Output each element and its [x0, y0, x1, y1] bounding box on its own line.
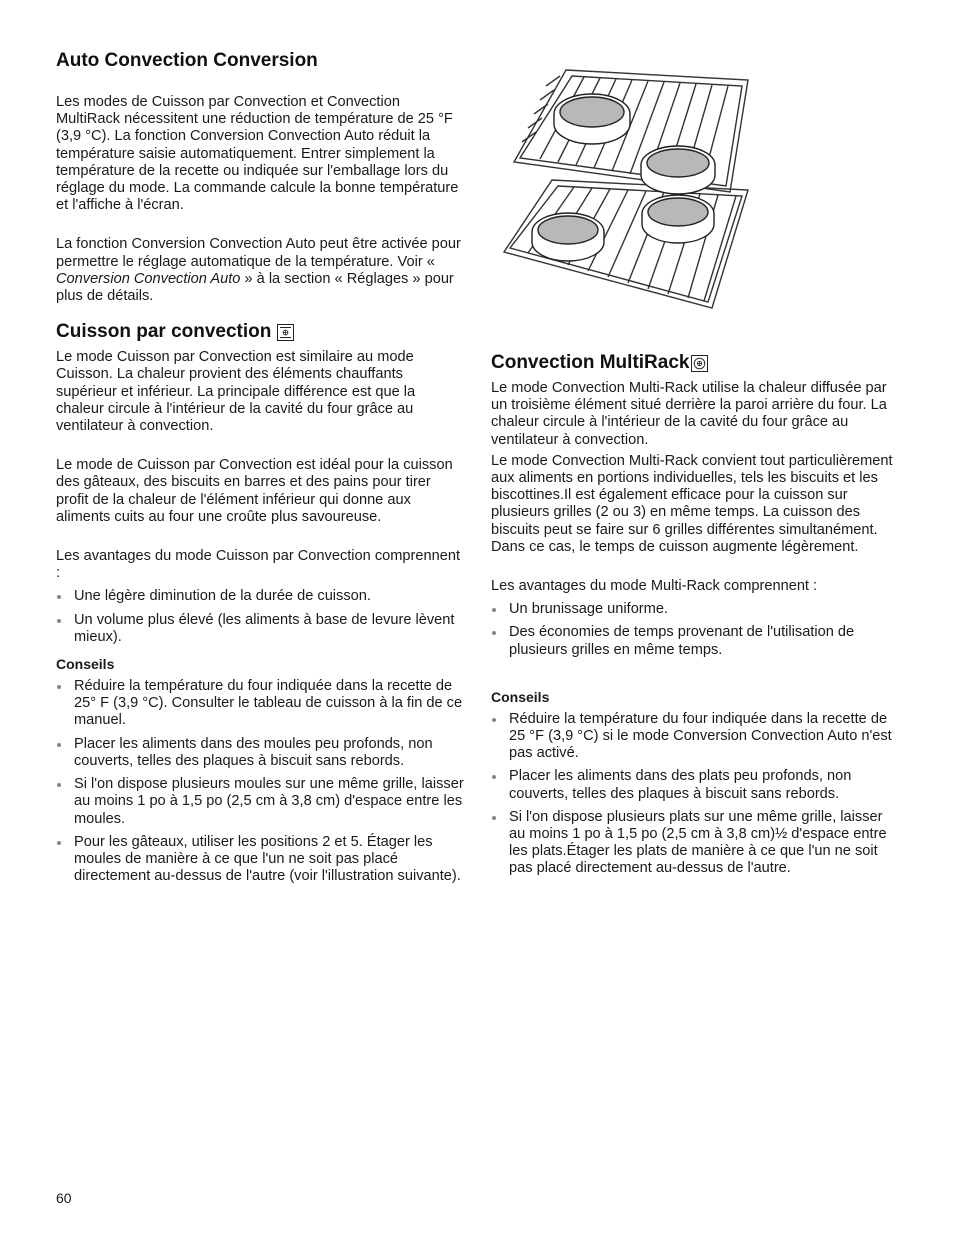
auto-convection-para-2: La fonction Conversion Convection Auto peut être activée pour permettre le réglage automatique de la température. Voir « Conversion Convection Auto » à la section « Réglages » pour plus de détails. [56, 236, 461, 305]
convection-bake-icon [277, 324, 294, 341]
convection-bake-benefits-intro: Les avantages du mode Cuisson par Convection comprennent : [56, 548, 461, 582]
list-item: Si l'on dispose plusieurs moules sur une même grille, laisser au moins 1 po à 1,5 po (2,5 cm à 3,8 cm) d'espace entre les moules. [56, 776, 466, 828]
convection-bake-benefits-list [56, 588, 466, 646]
list-item: Placer les aliments dans des plats peu profonds, non couverts, telles des plaques à biscuit sans rebords. [491, 768, 901, 802]
list-item: Pour les gâteaux, utiliser les positions 2 et 5. Étager les moules de manière à ce que l'un ne soit pas placé directement au-dessus de l'autre (voir l'illustration suivante). [56, 834, 466, 886]
list-item: Un volume plus élevé (les aliments à base de levure lèvent mieux). [56, 612, 466, 646]
convection-bake-para-1: Le mode Cuisson par Convection est similaire au mode Cuisson. La chaleur provient des éléments chauffants supérieur et inférieur. La principale différence est que la chaleur circule à l'intérieur de la cavité du four grâce au ventilateur à convection. [56, 349, 416, 435]
conseils-heading: Conseils [56, 656, 115, 673]
multirack-para-1: Le mode Convection Multi-Rack utilise la chaleur diffusée par un troisième élément situé derrière la paroi arrière du four. La chaleur circule à l'intérieur de la cavité du four grâce au ventilateur à convection. [491, 380, 887, 448]
cake-pan [554, 94, 630, 144]
convection-multirack-icon [691, 355, 708, 372]
left-column [56, 50, 466, 891]
list-item: Si l'on dispose plusieurs plats sur une même grille, laisser au moins 1 po à 1,5 po (2,5 cm à 3,8 cm)½ d'espace entre les plats.Étager les plats de manière à ce que l'un ne soit pas placé directement au-dessus de l'autre. [491, 809, 901, 878]
list-item: Réduire la température du four indiquée dans la recette de 25 °F (3,9 °C) si le mode Conversion Convection Auto n'est pas activé. [491, 711, 901, 763]
list-item: Un brunissage uniforme. [491, 601, 901, 618]
conseils-heading: Conseils [491, 688, 550, 705]
right-column [491, 352, 901, 884]
multirack-benefits-intro: Les avantages du mode Multi-Rack comprennent : [491, 578, 818, 595]
section-title-convection-bake: Cuisson par convection [56, 321, 466, 343]
list-item: Placer les aliments dans des moules peu profonds, non couverts, telles des plaques à biscuit sans rebords. [56, 736, 466, 770]
cake-pan [532, 213, 604, 261]
convection-bake-tips-list [56, 678, 466, 885]
oven-racks-illustration [500, 62, 750, 317]
multirack-tips-list [491, 711, 901, 878]
list-item: Des économies de temps provenant de l'utilisation de plusieurs grilles en même temps. [491, 624, 901, 658]
multirack-benefits-list [491, 601, 901, 659]
cake-pan [642, 195, 714, 243]
multirack-para-2: Le mode Convection Multi-Rack convient tout particulièrement aux aliments en portions individuelles, tels les biscuits et les biscottines.Il est également efficace pour la cuisson sur plusieurs grilles (2 ou 3) en même temps. La cuisson des biscuits peut se faire sur 6 grilles différentes simultanément. Dans ce cas, le temps de cuisson augmente légèrement. [491, 452, 893, 555]
list-item: Une légère diminution de la durée de cuisson. [56, 588, 466, 605]
list-item: Réduire la température du four indiquée dans la recette de 25° F (3,9 °C). Consulter le tableau de cuisson à la fin de ce manuel. [56, 678, 466, 730]
convection-bake-para-2: Le mode de Cuisson par Convection est idéal pour la cuisson des gâteaux, des biscuits en barres et des pains pour tirer profit de la chaleur de l'élément inférieur qui donne aux aliments cuits au four une croûte plus savoureuse. [56, 457, 453, 525]
page-number: 60 [56, 1190, 72, 1206]
section-title-auto-convection: Auto Convection Conversion [56, 50, 318, 71]
cake-pan [641, 146, 715, 194]
section-title-convection-multirack: Convection MultiRack [491, 352, 901, 374]
auto-convection-para-1: Les modes de Cuisson par Convection et Convection MultiRack nécessitent une réduction de température de 25 °F (3,9 °C). La fonction Conversion Convection Auto réduit la température saisie automatiquement. Entrer simplement la température de la recette ou indiquée sur l'emballage lors du réglage du mode. La commande calcule la bonne température et l'affiche à l'écran. [56, 94, 459, 214]
